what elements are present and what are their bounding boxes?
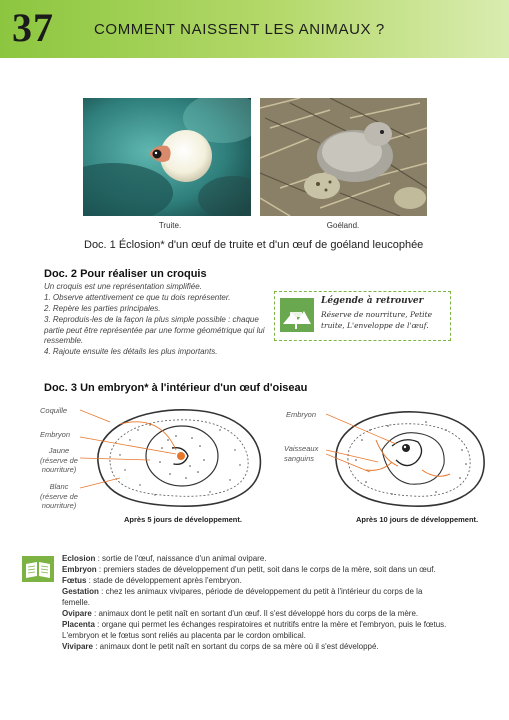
diagram1-caption: Après 5 jours de développement. [124, 515, 242, 524]
glossary-entry [62, 586, 423, 597]
page-header [0, 0, 509, 58]
glossary-def: femelle. [62, 598, 91, 607]
doc3-title: Doc. 3 Un embryon* à l'intérieur d'un œuf d'oiseau [44, 382, 308, 394]
label-coquille: Coquille [40, 406, 68, 415]
glossary-def: : animaux dont le petit naît en sortant du corps de sa mère où il s'est développé. [92, 642, 379, 651]
doc2-intro: Un croquis est une représentation simplifiée. [44, 282, 202, 291]
glossary-term: Embryon [62, 565, 97, 574]
glossary-entry [62, 630, 362, 641]
glossary-entry [62, 553, 362, 564]
legend-title: Légende à retrouver [321, 296, 424, 306]
diagram2-caption: Après 10 jours de développement. [356, 515, 479, 524]
trout-caption: Truite. [158, 221, 182, 230]
doc2-step: 1. Observe attentivement ce que tu dois représenter. [44, 293, 231, 302]
label-vaisseaux: Vaisseaux sanguins [284, 444, 319, 463]
glossary-def: : organe qui permet les échanges respiratoires et nutritifs entre la mère et l'embryon, puis le fœtus. [94, 620, 447, 629]
egg-diagram-10-days [326, 400, 496, 512]
doc1-title: Doc. 1 Éclosion* d'un œuf de truite et d'un œuf de goéland leucophée [84, 239, 424, 251]
label-embryon-5: Embryon [40, 430, 71, 439]
egg-diagram-5-days [80, 400, 270, 512]
glossary-entry [62, 608, 419, 619]
trout-egg-photo [83, 98, 251, 216]
label-blanc: Blanc (réserve de nourriture) [40, 482, 78, 510]
glossary-entry [62, 597, 362, 608]
label-embryon-10: Embryon [286, 410, 317, 419]
glossary-entry [62, 619, 447, 630]
glossary-def: : premiers stades de développement d'un petit, soit dans le corps de la mère, soit dans un œuf. [96, 565, 436, 574]
label-jaune: Jaune (réserve de nourriture) [40, 446, 78, 474]
glossary-def: : animaux dont le petit naît en sortant d'un œuf. Il s'est développé hors du corps de la mère. [91, 609, 419, 618]
doc2-step: 4. Rajoute ensuite les détails les plus importants. [44, 347, 218, 356]
landscape-sign-icon [280, 298, 314, 332]
glossary-term: Placenta [62, 620, 95, 629]
page-title: COMMENT NAISSENT LES ANIMAUX ? [94, 21, 385, 38]
legend-text: Réserve de nourriture, Petite truite, L'enveloppe de l'œuf. [321, 310, 433, 330]
glossary-term: Vivipare [62, 642, 93, 651]
glossary-term: Ovipare [62, 609, 92, 618]
gull-chick-photo [260, 98, 427, 216]
glossary-entry [62, 575, 362, 586]
open-book-icon [22, 556, 54, 582]
doc2-step: 3. Reproduis-les de la façon la plus simple possible : chaque partie peut être représentée par une forme géométrique qui lui ressemble. [44, 315, 265, 345]
gull-caption: Goéland. [326, 221, 360, 230]
glossary-def: : sortie de l'œuf, naissance d'un animal ovipare. [95, 554, 267, 563]
page-number: 37 [12, 5, 54, 50]
legend-box [274, 291, 451, 341]
glossary-def: : stade de développement après l'embryon. [86, 576, 242, 585]
glossary-def: : chez les animaux vivipares, période de développement du petit à l'intérieur du corps de la [98, 587, 423, 596]
glossary-def: L'embryon et le fœtus sont reliés au placenta par le cordon ombilical. [62, 631, 306, 640]
glossary-term: Eclosion [62, 554, 96, 563]
doc2-title: Doc. 2 Pour réaliser un croquis [44, 268, 207, 280]
glossary-entry [62, 641, 379, 652]
doc2-step: 2. Repère les parties principales. [44, 304, 161, 313]
glossary-entry [62, 564, 436, 575]
glossary-term: Gestation [62, 587, 99, 596]
glossary-term: Fœtus [62, 576, 87, 585]
